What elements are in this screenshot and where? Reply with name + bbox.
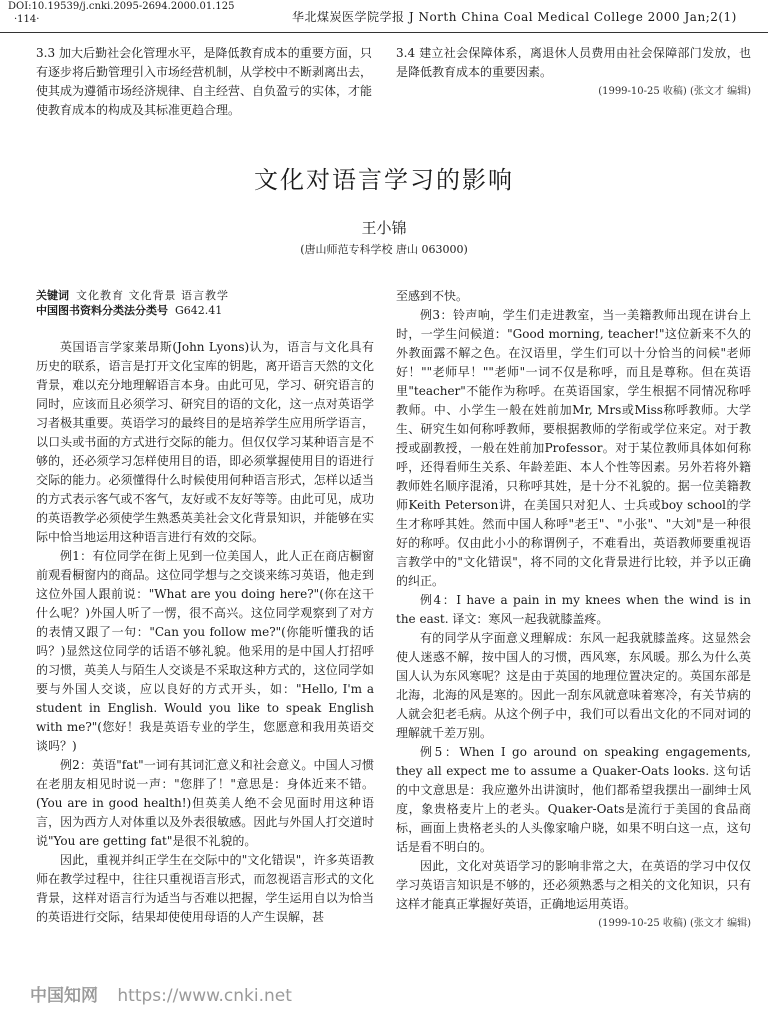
cnki-brand: 中国知网 — [30, 986, 98, 1006]
body-paragraph: 例2：英语"fat"一词有其词汇意义和社会意义。中国人习惯在老朋友相见时说一声："您胖了！"意思是：身体近来不错。(You are in good health!)但英美人绝不会见面时用这种语言，因为西方人对体重以及外表很敏感。因此与外国人打交道时说"You are getting fat"是很不礼貌的。 — [36, 758, 374, 848]
prev-article-paragraph: 3.3 加大后勤社会化管理水平，是降低教育成本的重要方面，只有逐步将后勤管理引入市场经营机制，从学校中不断剥离出去，使其成为遵循市场经济规律、自主经营、自负盈亏的实体，才能使教育成本的构成及其标准更趋合理。 — [36, 46, 373, 117]
article-author: 王小锦 — [361, 219, 407, 237]
editor-credit: (1999-10-25 收稿) (张文才 编辑) — [598, 918, 751, 929]
keywords-block — [36, 288, 376, 318]
body-paragraph: 因此，重视并纠正学生在交际中的"文化错误"，许多英语教师在教学过程中，往往只重视语言形式，而忽视语言形式的文化背景，这样对语言行为适当与否难以把握，学生运用自以为恰当的英语进行交际，结果却使使用母语的人产生误解，甚 — [36, 853, 374, 924]
body-right-column — [396, 287, 751, 933]
keywords-label: 关键词 — [36, 289, 69, 302]
cnki-watermark — [30, 981, 292, 1006]
body-paragraph: 例1：有位同学在街上见到一位美国人，此人正在商店橱窗前观看橱窗内的商品。这位同学想与之交谈来练习英语，他走到这位外国人跟前说："What are you doing here?"(你在这干什么呢？)外国人听了一愣，很不高兴。这位同学观察到了对方的表情又跟了一句："Can you follow me?"(你能听懂我的话吗？)显然这位同学的话语不够礼貌。他采用的是中国人打招呼的习惯，英美人与陌生人交谈是不采取这种方式的，这位同学如要与外国人交谈，应以良好的方式开头，如："Hello, I'm a student in English. Would you like to speak English with me?"(您好！我是英语专业的学生，您愿意和我用英语交谈吗？) — [36, 549, 374, 753]
prev-article-right — [396, 44, 751, 101]
prev-article-left — [36, 44, 372, 120]
body-left-column — [36, 338, 374, 927]
clc-value: G642.41 — [175, 304, 223, 317]
header-rule — [0, 32, 768, 33]
body-paragraph: 例4：I have a pain in my knees when the wind is in the east. 译文：寒风一起我就膝盖疼。 — [396, 593, 751, 626]
editor-credit: (1999-10-25 收稿) (张文才 编辑) — [598, 86, 751, 97]
body-paragraph: 至感到不快。 — [396, 289, 469, 303]
author-affiliation: (唐山师范专科学校 唐山 063000) — [300, 243, 468, 256]
article-title: 文化对语言学习的影响 — [254, 166, 514, 194]
cnki-url[interactable]: https://www.cnki.net — [117, 986, 292, 1006]
journal-title: 华北煤炭医学院学报 J North China Coal Medical College 2000 Jan;2(1) — [292, 10, 737, 24]
keywords-value: 文化教育 文化背景 语言教学 — [76, 289, 229, 302]
prev-article-paragraph: 3.4 建立社会保障体系，离退休人员费用由社会保障部门发放，也是降低教育成本的重要因素。 — [396, 46, 751, 79]
body-paragraph: 例3：铃声响，学生们走进教室，当一美籍教师出现在讲台上时，一学生问候道："Good morning, teacher!"这位新来不久的外教面露不解之色。在汉语里，学生们可以十分恰当的问候"老师好！""老师早！""老师"一词不仅是称呼，而且是尊称。但在英语里"teacher"不能作为称呼。在英语国家，学生根据不同情况称呼教师。中、小学生一般在姓前加Mr, Mrs或Miss称呼教师。大学生、研究生如何称呼教师，要根据教师的学衔或学位来定。对于教授或副教授，一般在姓前加Professor。对于某位教师具体如何称呼，还得看师生关系、年龄差距、本人个性等因素。另外若将外籍教师姓名顺序混淆，只称呼其姓，是十分不礼貌的。据一位美籍教师Keith Peterson讲，在美国只对犯人、士兵或boy school的学生才称呼其姓。然而中国人称呼"老王"、"小张"、"大刘"是一种很好的称呼。仅由此小小的称谓例子，不难看出，英语教师要重视语言教学中的"文化错误"，将不同的文化背景进行比较，并予以正确的纠正。 — [396, 308, 751, 588]
body-paragraph: 英国语言学家莱昂斯(John Lyons)认为，语言与文化具有历史的联系，语言是打开文化宝库的钥匙，离开语言天然的文化背景，难以充分地理解语言本身。由此可见，学习、研究语言的同时，应该而且必须学习、研究目的语的文化，这一点对英语学习者极其重要。英语学习的最终目的是培养学生应用所学语言，以口头或书面的方式进行交际的能力。但仅仅学习某种语言是不够的，还必须学习怎样使用目的语，即必须掌握使用目的语进行交际的能力。必须懂得什么时候使用何种语言形式，怎样以适当的方式表示客气或不客气，友好或不友好等等。由此可见，成功的英语教学必须使学生熟悉英美社会文化背景知识，并能够在实际中恰当地运用这种语言进行有效的交际。 — [36, 340, 374, 544]
body-paragraph: 有的同学从字面意义理解成：东风一起我就膝盖疼。这显然会使人迷惑不解，按中国人的习惯，西风寒，东风暖。那么为什么英国人认为东风寒呢？这是由于英国的地理位置决定的。英国东部是北海，北海的风是寒的。因此一刮东风就意味着寒冷，有关节病的人就会犯老毛病。从这个例子中，我们可以看出文化的不同对词的理解就千差万别。 — [396, 631, 751, 740]
body-paragraph: 因此，文化对英语学习的影响非常之大，在英语的学习中仅仅学习英语言知识是不够的，还必须熟悉与之相关的文化知识，只有这样才能真正掌握好英语，正确地运用英语。 — [396, 859, 751, 911]
clc-label: 中国图书资料分类法分类号 — [36, 304, 168, 317]
page-number: ·114· — [14, 14, 40, 25]
body-paragraph: 例5：When I go around on speaking engagements, they all expect me to assume a Quaker-Oats looks. 这句话的中文意思是：我应邀外出讲演时，他们都希望我摆出一副绅士风度，象贵格麦片上的老头。Quaker-Oats是流行于美国的食品商标，画面上贵格老头的人头像家喻户晓，如果不明白这一点，这句话是看不明白的。 — [396, 745, 751, 854]
doi-text[interactable]: DOI:10.19539/j.cnki.2095-2694.2000.01.125 — [8, 1, 235, 12]
page-header — [0, 0, 768, 34]
